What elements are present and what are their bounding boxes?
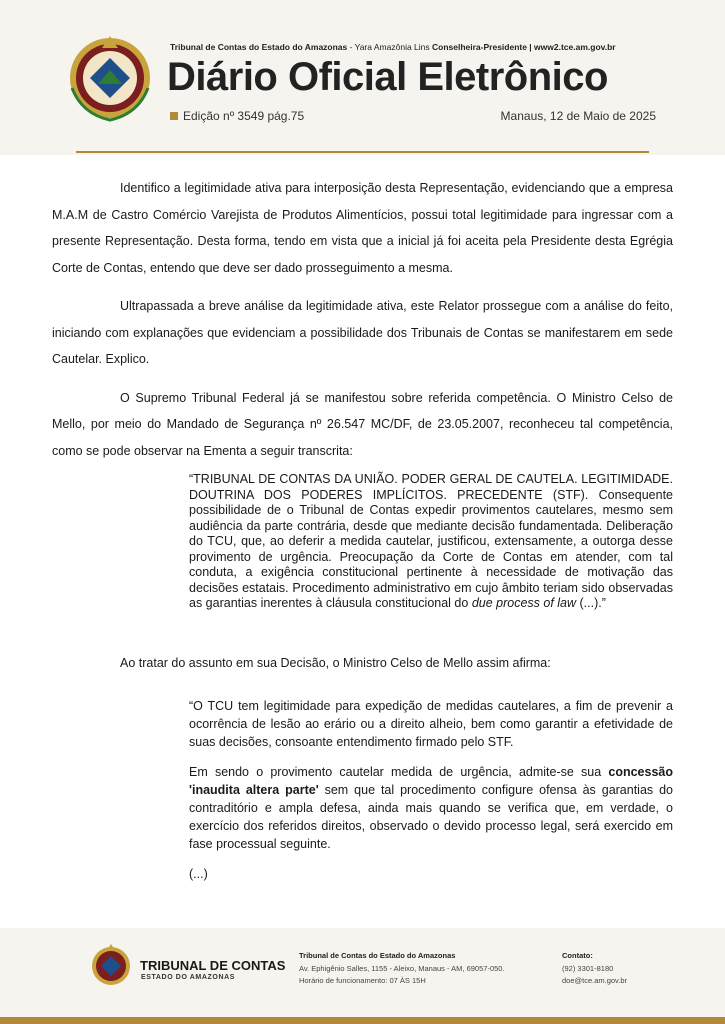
footer-phone: (92) 3301-8180 [562, 963, 614, 973]
ementa-main: “TRIBUNAL DE CONTAS DA UNIÃO. PODER GERAL DE CAUTELA. LEGITIMIDADE. DOUTRINA DOS PODERES IMPLÍCITOS. PRECEDENTE (STF). Consequente possibilidade de o Tribunal de Contas expedir provimentos cautelares, mesmo sem audiência da parte contrária, desde que mediante decisão fundamentada. Deliberação do TCU, que, ao deferir a medida cautelar, justificou, extensamente, a outorga desse provimento de urgência. Preocupação da Corte de Contas em atender, com tal conduta, a exigência constitucional pertinente à necessidade de motivação das decisões estatais. Procedimento administrativo em cujo âmbito teriam sido observadas as garantias inerentes à cláusula constitucional do [189, 472, 673, 610]
header-top-line [170, 42, 616, 52]
footer-institution-sub: ESTADO DO AMAZONAS [141, 974, 236, 981]
body-paragraph-3: O Supremo Tribunal Federal já se manifestou sobre referida competência. O Ministro Celso de Mello, por meio do Mandado de Segurança nº 26.547 MC/DF, de 23.05.2007, reconheceu tal competência, como se pode observar na Ementa a seguir transcrita: [52, 390, 673, 458]
decision-quote-text-start: Em sendo o provimento cautelar medida de urgência, admite-se sua [189, 765, 609, 779]
decision-quote-text-end: sem que tal procedimento configure ofensa às garantias do contraditório e ampla defesa, ainda mais quando se verifica que, em verdade, o exercício dos referidos direitos, observado o devido processo legal, será exercido em fase processual seguinte. [189, 783, 673, 851]
footer-address-block [299, 950, 505, 988]
header-org: Tribunal de Contas do Estado do Amazonas [170, 42, 348, 52]
page-footer [0, 928, 725, 1024]
decision-quote-paragraph-2 [189, 763, 673, 853]
header-divider [76, 151, 649, 153]
footer-contact-block [562, 950, 627, 988]
footer-institution-name: TRIBUNAL DE CONTAS [140, 958, 286, 973]
ementa-italic: due process of law [471, 596, 577, 610]
edition-label: Edição nº 3549 pág.75 [183, 109, 305, 123]
footer-hours: Horário de funcionamento: 07 ÀS 15H [299, 976, 426, 985]
body-paragraph-2: Ultrapassada a breve análise da legitimidade ativa, este Relator prossegue com a análise do feito, iniciando com explanações que evidenciam a possibilidade dos Tribunais de Contas se manifestarem em sede Cautelar. Explico. [52, 299, 673, 366]
decision-quote-bold: concessão 'inaudita altera parte' [189, 765, 673, 797]
footer-address: Av. Ephigênio Salles, 1155 - Aleixo, Manaus - AM, 69057-050. [299, 963, 505, 973]
header-person: - Yara Amazônia Lins [347, 42, 432, 52]
ementa-text [189, 472, 673, 612]
page-header [0, 0, 725, 155]
page-title: Diário Oficial Eletrônico [167, 55, 608, 99]
document-body [52, 175, 673, 476]
footer-email[interactable]: doe@tce.am.gov.br [562, 976, 628, 985]
body-paragraph-4: Ao tratar do assunto em sua Decisão, o Ministro Celso de Mello assim afirma: [120, 656, 551, 670]
footer-bar [0, 1017, 725, 1024]
footer-seal-icon [88, 942, 134, 988]
decision-quote-paragraph-1: “O TCU tem legitimidade para expedição de medidas cautelares, a fim de prevenir a ocorrência de lesão ao erário ou a direito alheio, bem como garantir a efetividade de suas decisões, consoante entendimento firmado pelo STF. [189, 699, 673, 749]
ementa-quote [189, 472, 673, 612]
ementa-end: (...).” [576, 596, 606, 610]
footer-contact-label: Contato: [562, 951, 593, 960]
footer-org: Tribunal de Contas do Estado do Amazonas [299, 951, 456, 960]
decision-quote [189, 697, 673, 895]
publication-date: Manaus, 12 de Maio de 2025 [500, 109, 656, 123]
edition-info [170, 109, 304, 123]
header-role-site: Conselheira-Presidente | www2.tce.am.gov.br [432, 42, 616, 52]
state-seal-icon [62, 28, 158, 124]
body-paragraph-1: Identifico a legitimidade ativa para interposição desta Representação, evidenciando que a empresa M.A.M de Castro Comércio Varejista de Produtos Alimentícios, possui total legitimidade para ingressar com a presente Representação. Desta forma, tendo em vista que a inicial já foi aceita pela Presidente desta Egrégia Corte de Contas, entendo que deve ser dado prosseguimento a mesma. [52, 181, 673, 275]
edition-bullet-icon [170, 112, 178, 120]
decision-quote-ellipsis: (...) [189, 867, 208, 881]
